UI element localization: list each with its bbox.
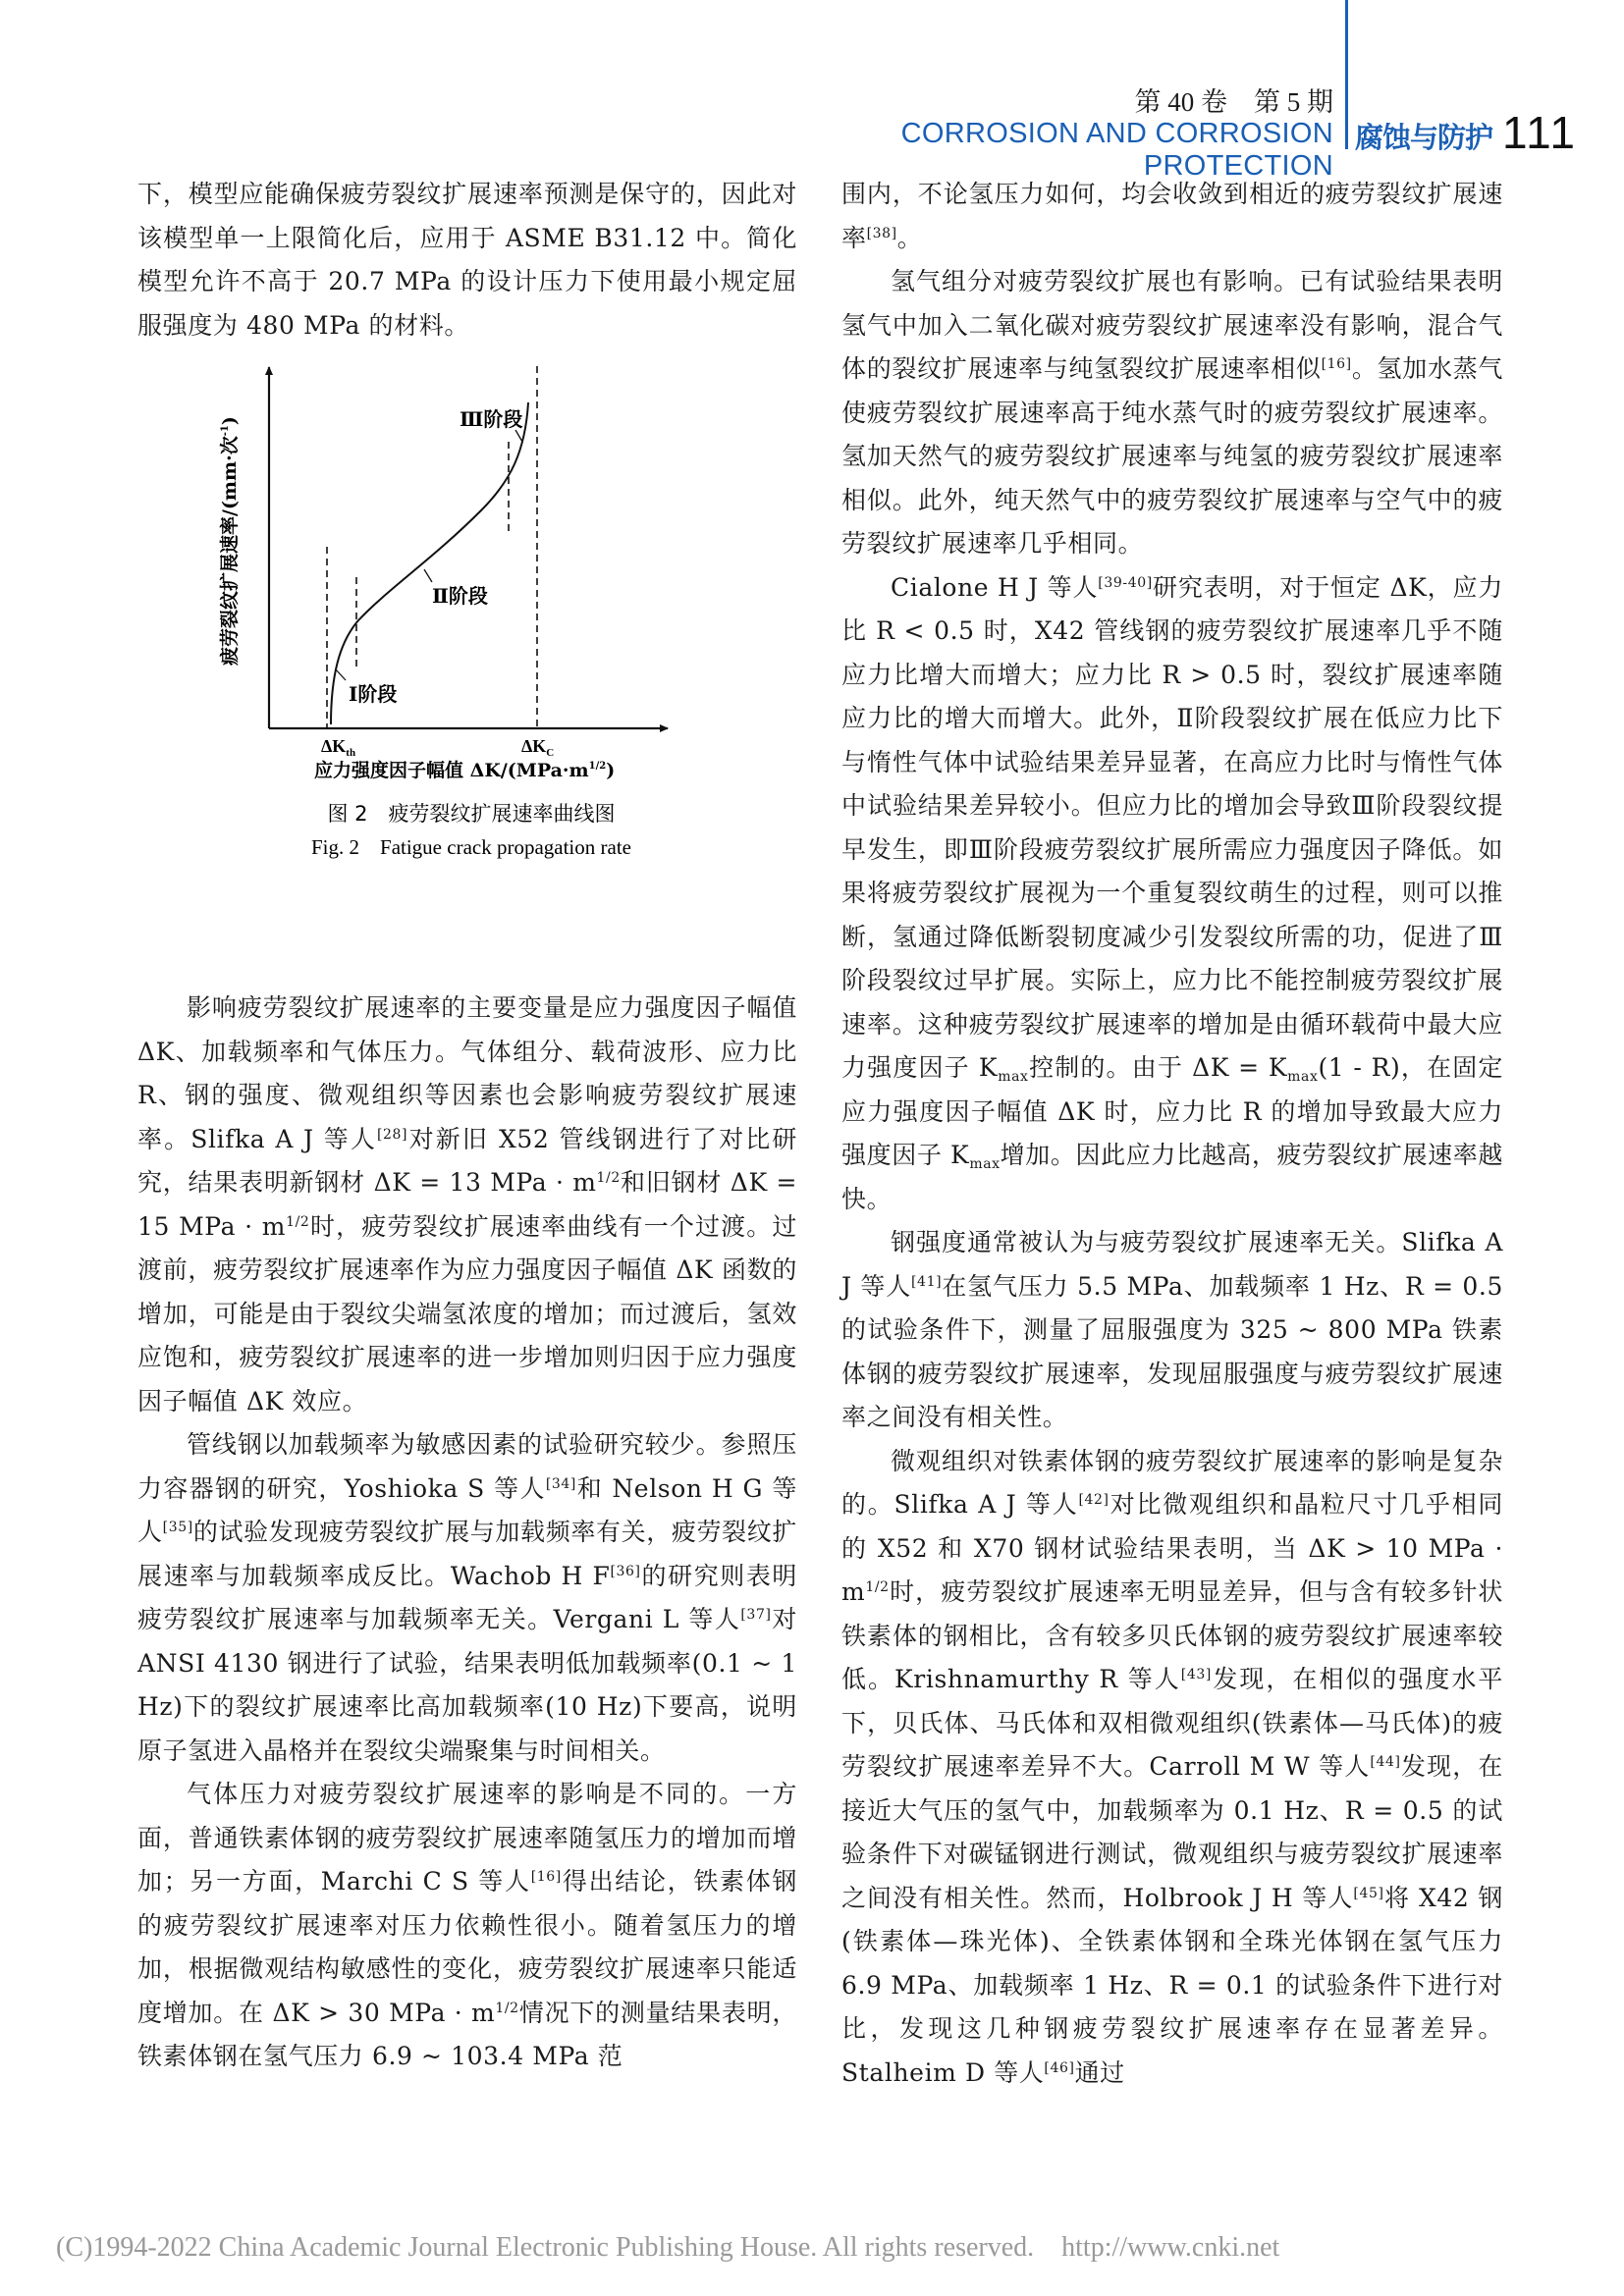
paragraph: 下，模型应能确保疲劳裂纹扩展速率预测是保守的，因此对该模型单一上限简化后，应用于 ASME B31.12 中。简化模型允许不高于 20.7 MPa 的设计压力下使用最小规定屈服强度为 480 MPa 的材料。 [137,180,797,340]
superscript: 1/2 [865,1579,890,1595]
citation[interactable]: [43] [1180,1667,1212,1682]
header-divider [1345,0,1348,149]
stage-3-label: Ⅲ阶段 [460,407,523,431]
citation[interactable]: [39-40] [1098,574,1153,591]
citation[interactable]: [42] [1078,1492,1110,1508]
citation[interactable]: [37] [740,1607,772,1623]
right-column-text [841,173,1503,2095]
journal-title-cn: 腐蚀与防护 [1355,121,1493,154]
figure-caption-en: Fig. 2 Fatigue crack propagation rate [311,835,631,859]
journal-title-en: CORROSION AND CORROSION PROTECTION [900,118,1333,182]
stage2-leader [424,569,432,582]
subscript: max [998,1069,1029,1085]
subscript: max [1287,1069,1319,1085]
stage3-leader [515,430,522,442]
paragraph: 氢气组分对疲劳裂纹扩展也有影响。已有试验结果表明氢气中加入二氧化碳对疲劳裂纹扩展速率没有影响，混合气体的裂纹扩展速率与纯氢裂纹扩展速率相似[16]。氢加水蒸气使疲劳裂纹扩展速率高于纯水蒸气时的疲劳裂纹扩展速率。氢加天然气的疲劳裂纹扩展速率与纯氢的疲劳裂纹扩展速率相似。此外，纯天然气中的疲劳裂纹扩展速率与空气中的疲劳裂纹扩展速率几乎相同。 [841,267,1504,558]
crack-growth-curve [331,402,528,724]
stage-2-label: Ⅱ阶段 [432,584,488,608]
citation[interactable]: [34] [545,1475,576,1492]
cnki-url[interactable]: http://www.cnki.net [1061,2232,1280,2263]
citation[interactable]: [28] [376,1126,408,1143]
x-axis-label: 应力强度因子幅值 $\Delta K/(MPa\cdot m^{1/2})$ [314,760,616,781]
paragraph: 微观组织对铁素体钢的疲劳裂纹扩展速率的影响是复杂的。Slifka A J 等人[42]对比微观组织和晶粒尺寸几乎相同的 X52 和 X70 钢材试验结果表明，当 ΔK > 10 MPa · $m^{1/2}$时，疲劳裂纹扩展速率无明显差异，但与含有较多针状铁素体的钢相比，含有较多贝氏体钢的疲劳裂纹扩展速率较低。Krishnamurthy R 等人[43]发现，在相似的强度水平下，贝氏体、马氏体和双相微观组织(铁素体—马氏体)的疲劳裂纹扩展速率差异不大。Carroll M W 等人[44]发现，在接近大气压的氢气中，加载频率为 0.1 Hz、R = 0.5 的试验条件下对碳锰钢进行测试，微观组织与疲劳裂纹扩展速率之间没有相关性。然而，Holbrook J H 等人[45]将 X42 钢(铁素体—珠光体)、全铁素体钢和全珠光体钢在氢气压力 6.9 MPa、加载频率 1 Hz、R = 0.1 的试验条件下进行对比，发现这几种钢疲劳裂纹扩展速率存在显著差异。Stalheim D 等人[46]通过 [841,1446,1503,2087]
left-column-top-text [137,173,797,347]
figure-caption-cn: 图 2 疲劳裂纹扩展速率曲线图 [327,802,616,826]
left-column-bottom-text [137,987,797,2079]
citation[interactable]: [35] [162,1520,193,1535]
paragraph: 围内，不论氢压力如何，均会收敛到相近的疲劳裂纹扩展速率[38]。 [841,180,1503,252]
y-axis-label: 疲劳裂纹扩展速率/(mm·次$^{-1}$) [219,416,241,666]
paragraph: 管线钢以加载频率为敏感因素的试验研究较少。参照压力容器钢的研究，Yoshioka S 等人[34]和 Nelson H G 等人[35]的试验发现疲劳裂纹扩展与加载频率有关，疲劳裂纹扩展速率与加载频率成反比。Wachob H F[36]的研究则表明疲劳裂纹扩展速率与加载频率无关。Vergani L 等人[37]对 ANSI 4130 钢进行了试验，结果表明低加载频率(0.1 ~ 1 Hz)下的裂纹扩展速率比高加载频率(10 Hz)下要高，说明原子氢进入晶格并在裂纹尖端聚集与时间相关。 [137,1430,798,1765]
superscript: 1/2 [495,2000,519,2016]
citation[interactable]: [38] [866,225,897,241]
citation[interactable]: [36] [610,1563,641,1579]
subscript: max [969,1156,1001,1172]
citation[interactable]: [45] [1353,1885,1384,1901]
stage-1-label: Ⅰ阶段 [349,682,398,706]
citation[interactable]: [16] [530,1869,562,1885]
footer [56,2232,1279,2264]
paragraph: 气体压力对疲劳裂纹扩展速率的影响是不同的。一方面，普通铁素体钢的疲劳裂纹扩展速率随氢压力的增加而增加；另一方面，Marchi C S 等人[16]得出结论，铁素体钢的疲劳裂纹扩展速率对压力依赖性很小。随着氢压力的增加，根据微观结构敏感性的变化，疲劳裂纹扩展速率只能适度增加。在 ΔK > 30 MPa · $m^{1/2}$情况下的测量结果表明，铁素体钢在氢气压力 6.9 ~ 103.4 MPa 范 [137,1780,797,2070]
citation[interactable]: [46] [1044,2059,1075,2076]
citation[interactable]: [16] [1321,356,1352,372]
paragraph: 影响疲劳裂纹扩展速率的主要变量是应力强度因子幅值 ΔK、加载频率和气体压力。气体组分、载荷波形、应力比 R、钢的强度、微观组织等因素也会影响疲劳裂纹扩展速率。Slifka A J 等人[28]对新旧 X52 管线钢进行了对比研究，结果表明新钢材 ΔK = 13 MPa · $m^{1/2}$和旧钢材 ΔK = 15 MPa · $m^{1/2}$时，疲劳裂纹扩展速率曲线有一个过渡。过渡前，疲劳裂纹扩展速率作为应力强度因子幅值 ΔK 函数的增加，可能是由于裂纹尖端氢浓度的增加；而过渡后，氢效应饱和，疲劳裂纹扩展速率的进一步增加则归因于应力强度因子幅值 ΔK 效应。 [137,993,797,1415]
superscript: 1/2 [286,1213,310,1230]
x-tick-delta-k-th: $\Delta K_{th}$ [321,736,356,759]
page-number: 111 [1502,107,1577,158]
superscript: 1/2 [596,1170,621,1186]
stage1-leader [336,669,346,680]
paragraph: 钢强度通常被认为与疲劳裂纹扩展速率无关。Slifka A J 等人[41]在氢气压力 5.5 MPa、加载频率 1 Hz、R = 0.5 的试验条件下，测量了屈服强度为 325 ~ 800 MPa 铁素体钢的疲劳裂纹扩展速率，发现屈服强度与疲劳裂纹扩展速率之间没有相关性。 [841,1228,1503,1431]
citation[interactable]: [41] [911,1273,943,1290]
volume-issue: 第 40 卷 第 5 期 [1134,87,1333,117]
citation[interactable]: [44] [1370,1754,1401,1770]
paragraph: Cialone H J 等人[39-40]研究表明，对于恒定 ΔK，应力比 R < 0.5 时，X42 管线钢的疲劳裂纹扩展速率几乎不随应力比增大而增大；应力比 R > 0.5 时，裂纹扩展速率随应力比的增大而增大。此外，Ⅱ阶段裂纹扩展在低应力比下与惰性气体中试验结果差异显著，在高应力比时与惰性气体中试验结果差异较小。但应力比的增加会导致Ⅲ阶段裂纹提早发生，即Ⅲ阶段疲劳裂纹扩展所需应力强度因子降低。如果将疲劳裂纹扩展视为一个重复裂纹萌生的过程，则可以推断，氢通过降低断裂韧度减少引发裂纹所需的功，促进了Ⅲ阶段裂纹过早扩展。实际上，应力比不能控制疲劳裂纹扩展速率。这种疲劳裂纹扩展速率的增加是由循环载荷中最大应力强度因子 $K_{max}$控制的。由于 $\Delta K = K_{max}(1 - R)$，在固定应力强度因子幅值 ΔK 时，应力比 R 的增加导致最大应力强度因子 $K_{max}$增加。因此应力比越高，疲劳裂纹扩展速率越快。 [841,572,1503,1213]
copyright-notice: (C)1994-2022 China Academic Journal Electronic Publishing House. All rights reserved. [56,2232,1035,2263]
x-tick-delta-k-c: $\Delta K_C$ [521,736,555,759]
figure-fatigue-crack-curve [196,353,746,972]
